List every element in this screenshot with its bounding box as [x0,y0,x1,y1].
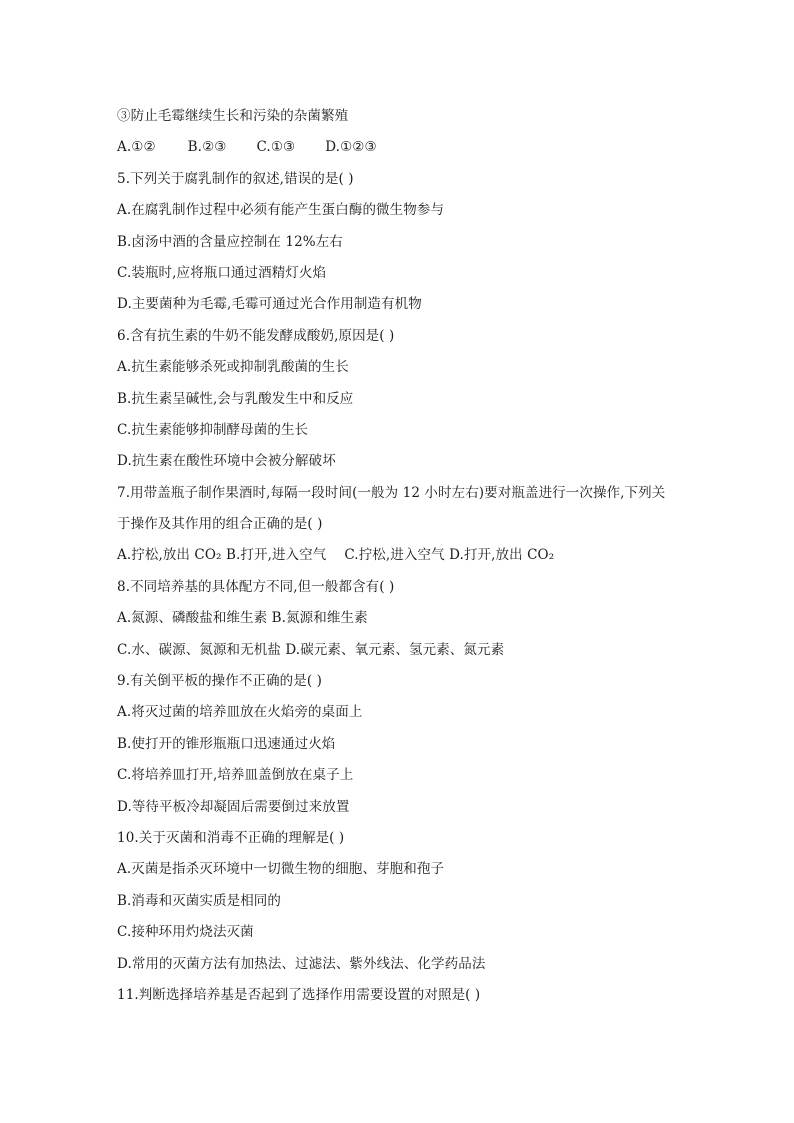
q4-option-a: A.①② [117,139,156,156]
q8-options-row1 [117,603,717,634]
q7-options [117,540,717,571]
q5-option-d: D.主要菌种为毛霉,毛霉可通过光合作用制造有机物 [117,296,422,313]
q8-option-c: C.水、碳源、氮源和无机盐 [117,641,281,658]
q5-stem: 5.下列关于腐乳制作的叙述,错误的是( ) [117,170,354,187]
q6-option-c: C.抗生素能够抑制酵母菌的生长 [117,421,309,438]
q10-option-c: C.接种环用灼烧法灭菌 [117,924,254,941]
q8-option-b: B.氮源和维生素 [271,610,368,627]
q4-option-b: B.②③ [187,139,227,156]
q7-option-d: D.打开,放出 CO₂ [449,547,555,564]
q7-stem-line2: 于操作及其作用的组合正确的是( ) [117,516,323,533]
q6-option-b: B.抗生素呈碱性,会与乳酸发生中和反应 [117,390,354,407]
q8-stem: 8.不同培养基的具体配方不同,但一般都含有( ) [117,578,395,595]
q9-option-a: A.将灭过菌的培养皿放在火焰旁的桌面上 [117,704,363,721]
q7-option-b: B.打开,进入空气 [225,547,327,564]
q10-option-b: B.消毒和灭菌实质是相同的 [117,892,282,909]
q6-stem: 6.含有抗生素的牛奶不能发酵成酸奶,原因是( ) [117,327,395,344]
q11-stem: 11.判断选择培养基是否起到了选择作用需要设置的对照是( ) [117,986,481,1003]
q7-option-a: A.拧松,放出 CO₂ [117,547,222,564]
q9-option-d: D.等待平板冷却凝固后需要倒过来放置 [117,798,350,815]
question-text [117,101,717,1011]
q5-option-a: A.在腐乳制作过程中必须有能产生蛋白酶的微生物参与 [117,202,445,219]
q8-options-row2 [117,635,717,666]
q8-option-a: A.氮源、磷酸盐和维生素 [117,610,268,627]
q4-options [117,132,717,163]
q8-option-d: D.碳元素、氧元素、氢元素、氮元素 [285,641,505,658]
q4-option-d: D.①②③ [325,139,377,156]
q9-option-b: B.使打开的锥形瓶瓶口迅速通过火焰 [117,735,336,752]
q5-option-c: C.装瓶时,应将瓶口通过酒精灯火焰 [117,264,327,281]
q10-option-d: D.常用的灭菌方法有加热法、过滤法、紫外线法、化学药品法 [117,955,486,972]
q9-stem: 9.有关倒平板的操作不正确的是( ) [117,673,323,690]
q7-stem-line1: 7.用带盖瓶子制作果酒时,每隔一段时间(一般为 12 小时左右)要对瓶盖进行一次操作,下列关 [117,484,666,501]
q9-option-c: C.将培养皿打开,培养皿盖倒放在桌子上 [117,767,354,784]
q6-option-d: D.抗生素在酸性环境中会被分解破坏 [117,453,336,470]
q5-option-b: B.卤汤中酒的含量应控制在 12%左右 [117,233,343,250]
q10-stem: 10.关于灭菌和消毒不正确的理解是( ) [117,829,345,846]
q4-option-c: C.①③ [256,139,296,156]
q4-statement-3: ③防止毛霉继续生长和污染的杂菌繁殖 [117,108,349,124]
q10-option-a: A.灭菌是指杀灭环境中一切微生物的细胞、芽胞和孢子 [117,861,445,878]
q6-option-a: A.抗生素能够杀死或抑制乳酸菌的生长 [117,359,349,376]
q7-option-c: C.拧松,进入空气 [344,547,445,564]
